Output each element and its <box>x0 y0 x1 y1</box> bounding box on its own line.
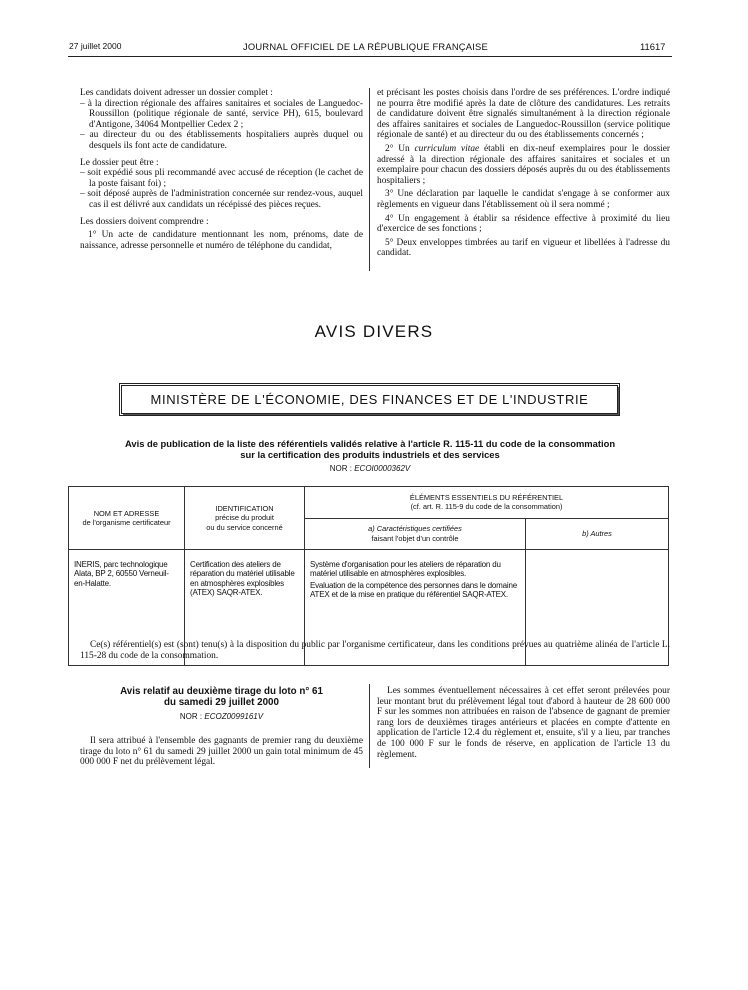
paragraph: – à la direction régionale des affaires sanitaires et sociales de Languedoc-Roussillon (politique régionale de santé, service PH), 615, boulevard d'Antigone, 34064 Montpellier Cedex 2 ; <box>80 98 363 130</box>
nor-label: NOR : <box>179 712 203 721</box>
avis-title-line: Avis relatif au deuxième tirage du loto n° 61 <box>120 686 323 697</box>
table-note: Ce(s) référentiel(s) est (sont) tenu(s) à la disposition du public par l'organisme certificateur, dans les conditions prévues au quatrième alinéa de l'article L. 115-28 du code de la consommation. <box>80 640 670 661</box>
avis-loto-title <box>80 686 363 708</box>
cell-organisme: INERIS, parc technologique Alata, BP 2, 60550 Verneuil-en-Halatte. <box>69 550 185 666</box>
column-header-organisme <box>69 487 185 550</box>
paragraph <box>377 144 670 186</box>
header-line: IDENTIFICATION <box>215 503 274 513</box>
header-line: NOM ET ADRESSE <box>93 508 160 518</box>
item-number: 2° <box>385 143 394 154</box>
referentiel-table <box>68 486 669 666</box>
avis-title <box>68 438 672 460</box>
header-line: de l'organisme certificateur <box>82 518 171 527</box>
journal-title: JOURNAL OFFICIEL DE LA RÉPUBLIQUE FRANÇAISE <box>243 41 488 52</box>
paragraph: – au directeur du ou des établissements hospitaliers auprès duquel ou desquels ils font acte de candidature. <box>80 130 363 151</box>
page-number: 11617 <box>640 41 666 52</box>
column-header-identification <box>185 487 305 550</box>
nor-label: NOR : <box>329 464 352 473</box>
header-line: (cf. art. R. 115-9 du code de la consommation) <box>410 502 563 512</box>
paragraph: – soit déposé auprès de l'administration concernée sur rendez-vous, auquel cas il est délivré aux candidats un récépissé des pièces reçues. <box>80 189 363 210</box>
column-group-header <box>305 487 669 519</box>
loto-right-paragraph: Les sommes éventuellement nécessaires à cet effet seront prélevées pour leur montant brut du prélèvement légal tout d'abord à hauteur de 28 600 000 F sur les sommes non attribuées en raison de l'absence de gagnant de premier rang lors de deuxièmes tirages antérieurs et placées en compte d'attente en application de l'article 12.4 du règlement et, ensuite, s'il y a lieu, par tranches de 100 000 F sur le fonds de réserve, en application de l'article 13 du règlement. <box>377 686 670 760</box>
paragraph: 5° Deux enveloppes timbrées au tarif en vigueur et libellées à l'adresse du candidat. <box>377 237 670 259</box>
cell-identification: Certification des ateliers de réparation du matériel utilisable en atmosphères explosibles (ATEX) SAQR-ATEX. <box>185 550 305 666</box>
header-rule <box>68 56 672 57</box>
section-title: AVIS DIVERS <box>314 322 434 341</box>
header-line: faisant l'objet d'un contrôle <box>371 533 459 543</box>
avis-title-line: du samedi 29 juillet 2000 <box>164 697 279 708</box>
header-line: a) Caractéristiques certifiées <box>368 524 462 534</box>
nor-value: ECOI0000362V <box>354 464 411 473</box>
avis-title-line: sur la certification des produits industriels et des services <box>240 449 500 460</box>
header-line: précise du produit <box>215 513 274 523</box>
column-divider <box>369 684 370 768</box>
column-divider <box>369 88 370 271</box>
table-header-row <box>69 487 669 519</box>
header-line: ou du service concerné <box>206 522 283 532</box>
nor-reference <box>68 464 672 473</box>
paragraph: Les dossiers doivent comprendre : <box>80 216 209 227</box>
column-header-autres <box>526 518 669 550</box>
header-line: ÉLÉMENTS ESSENTIELS DU RÉFÉRENTIEL <box>409 492 564 502</box>
cell-paragraph: Système d'organisation pour les ateliers de réparation du matériel utilisable en atmosphères explosibles. <box>310 560 501 579</box>
paragraph: Les candidats doivent adresser un dossier complet : <box>80 88 273 98</box>
paragraph: 3° Une déclaration par laquelle le candidat s'engage à se conformer aux règlements en vigueur dans l'établissement où il sera nommé ; <box>377 189 670 210</box>
header-line: b) Autres <box>582 529 612 538</box>
text: établi en dix-neuf exemplaires pour le dossier adressé à la direction régionale des affaires sanitaires et sociales et un exemplaire pour chacun des dossiers déposés auprès du ou des établissements hospitaliers ; <box>377 143 670 186</box>
paragraph: et précisant les postes choisis dans l'ordre de ses préférences. L'ordre indiqué ne pourra être modifié après la date de clôture des candidatures. Les retraits de candidature doivent être signalés simultanément à la direction régionale des affaires sanitaires et sociales de Languedoc-Roussillon (service politique régionale de santé) et au directeur du ou des établissements concernés ; <box>377 88 670 141</box>
paragraph: 4° Un engagement à établir sa résidence effective à proximité du lieu d'exercice de ses fonctions ; <box>377 213 670 235</box>
column-header-caracteristiques <box>305 518 526 550</box>
paragraph: – soit expédié sous pli recommandé avec accusé de réception (le cachet de la poste faisant foi) ; <box>80 168 363 189</box>
nor-value: ECOZ0099161V <box>204 712 264 721</box>
paragraph: 1° Un acte de candidature mentionnant les nom, prénoms, date de naissance, adresse personnelle et numéro de téléphone du candidat, <box>80 230 363 251</box>
loto-left-paragraph: Il sera attribué à l'ensemble des gagnants de premier rang du deuxième tirage du loto n° 61 du samedi 29 juillet 2000 un gain total minimum de 45 000 000 F net du prélèvement légal. <box>80 736 363 768</box>
paragraph: Le dossier peut être : <box>80 157 159 168</box>
cell-paragraph: Evaluation de la compétence des personnes dans le domaine ATEX et de la mise en pratique du référentiel SAQR-ATEX. <box>310 580 517 600</box>
text: Un <box>398 143 410 154</box>
ministry-heading: MINISTÈRE DE L'ÉCONOMIE, DES FINANCES ET DE L'INDUSTRIE <box>121 385 618 414</box>
avis-title-line: Avis de publication de la liste des référentiels validés relative à l'article R. 115-11 du code de la consommation <box>124 438 616 449</box>
italic-text: curriculum vitae <box>414 143 480 154</box>
nor-reference <box>80 712 363 721</box>
top-left-column <box>80 88 363 251</box>
top-right-column <box>377 88 670 259</box>
issue-date: 27 juillet 2000 <box>69 41 122 51</box>
